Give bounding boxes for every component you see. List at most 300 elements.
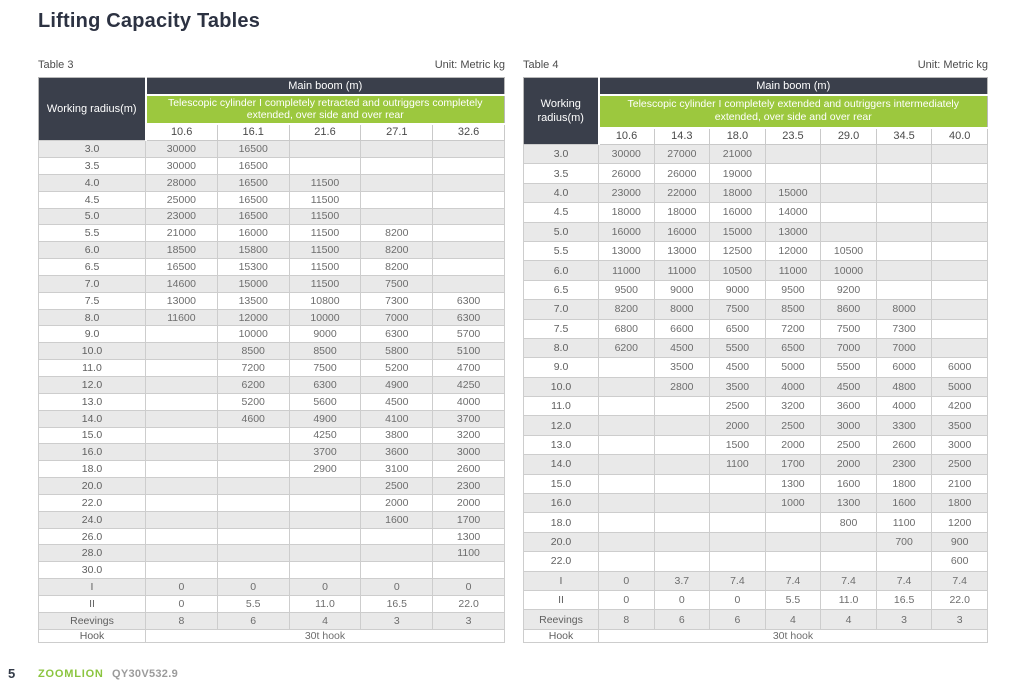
capacity-cell: [654, 532, 710, 551]
capacity-cell: 3200: [765, 397, 821, 416]
capacity-cell: 3600: [361, 444, 433, 461]
capacity-cell: 11500: [289, 225, 361, 242]
capacity-cell: 7.4: [710, 571, 766, 590]
table-row: [524, 338, 988, 357]
page-number: 5: [8, 666, 16, 681]
capacity-cell: [599, 552, 655, 571]
capacity-cell: [433, 191, 505, 208]
radius-label: 9.0: [39, 326, 146, 343]
radius-label: 30.0: [39, 562, 146, 579]
capacity-cell: 7300: [361, 292, 433, 309]
radius-label: II: [39, 595, 146, 612]
capacity-cell: 5000: [932, 377, 988, 396]
radius-label: Reevings: [524, 610, 599, 630]
capacity-cell: 2600: [876, 435, 932, 454]
capacity-cell: [146, 494, 218, 511]
capacity-cell: 16500: [217, 208, 289, 225]
capacity-cell: 3.7: [654, 571, 710, 590]
capacity-cell: [821, 532, 877, 551]
capacity-cell: 7500: [289, 360, 361, 377]
radius-label: 4.5: [524, 203, 599, 222]
capacity-cell: [361, 141, 433, 158]
table-row: [39, 208, 505, 225]
capacity-cell: 900: [932, 532, 988, 551]
capacity-cell: [821, 183, 877, 202]
capacity-cell: 0: [654, 590, 710, 609]
capacity-cell: [289, 141, 361, 158]
capacity-cell: 11500: [289, 191, 361, 208]
boom-length-value: 14.3: [654, 128, 710, 145]
table-row: [524, 164, 988, 183]
capacity-cell: 16000: [599, 222, 655, 241]
table-row: [524, 397, 988, 416]
table-row: [39, 191, 505, 208]
capacity-cell: [217, 461, 289, 478]
radius-label: 14.0: [39, 410, 146, 427]
boom-length-value: 32.6: [433, 124, 505, 141]
capacity-cell: [361, 562, 433, 579]
capacity-cell: 3000: [821, 416, 877, 435]
capacity-cell: [710, 513, 766, 532]
capacity-cell: [433, 174, 505, 191]
capacity-cell: 4200: [932, 397, 988, 416]
capacity-cell: 15000: [217, 275, 289, 292]
table-row: [39, 141, 505, 158]
capacity-cell: 13000: [765, 222, 821, 241]
capacity-cell: [932, 338, 988, 357]
capacity-cell: 10000: [821, 261, 877, 280]
capacity-cell: [932, 222, 988, 241]
brand-logo: ZOOMLION: [38, 668, 104, 680]
unit-label: Unit: Metric kg: [917, 59, 988, 71]
radius-label: 7.5: [39, 292, 146, 309]
capacity-cell: [146, 562, 218, 579]
capacity-cell: [654, 513, 710, 532]
capacity-cell: 28000: [146, 174, 218, 191]
capacity-cell: [599, 474, 655, 493]
model-number: QY30V532.9: [112, 668, 178, 680]
table-row: [524, 145, 988, 164]
table-row: [524, 416, 988, 435]
capacity-cell: 2500: [710, 397, 766, 416]
capacity-cell: [217, 562, 289, 579]
page-footer: [0, 666, 1024, 686]
capacity-cell: 5200: [361, 360, 433, 377]
capacity-cell: 5700: [433, 326, 505, 343]
capacity-cell: 1600: [876, 494, 932, 513]
capacity-cell: 16000: [217, 225, 289, 242]
capacity-cell: 26000: [654, 164, 710, 183]
capacity-cell: 700: [876, 532, 932, 551]
capacity-cell: 9000: [710, 280, 766, 299]
capacity-cell: [765, 164, 821, 183]
capacity-cell: 5500: [710, 338, 766, 357]
radius-label: 4.5: [39, 191, 146, 208]
boom-length-value: 10.6: [146, 124, 218, 141]
working-radius-header: Working radius(m): [39, 78, 146, 141]
table-row: [39, 158, 505, 175]
capacity-cell: [217, 444, 289, 461]
capacity-cell: [433, 141, 505, 158]
capacity-cell: 11.0: [821, 590, 877, 609]
capacity-cell: 1300: [821, 494, 877, 513]
table-row: [39, 461, 505, 478]
capacity-cell: [654, 474, 710, 493]
table-row: [524, 435, 988, 454]
table-row: [39, 427, 505, 444]
capacity-cell: 6200: [599, 338, 655, 357]
capacity-cell: 1100: [433, 545, 505, 562]
capacity-cell: 1600: [821, 474, 877, 493]
capacity-cell: 6000: [932, 358, 988, 377]
table-row: [524, 319, 988, 338]
capacity-cell: [932, 145, 988, 164]
capacity-cell: 3500: [710, 377, 766, 396]
capacity-cell: [876, 145, 932, 164]
capacity-cell: [876, 552, 932, 571]
capacity-cell: 16500: [217, 158, 289, 175]
boom-length-value: 10.6: [599, 128, 655, 145]
capacity-cell: 7.4: [821, 571, 877, 590]
boom-length-value: 29.0: [821, 128, 877, 145]
capacity-cell: 2000: [433, 494, 505, 511]
capacity-cell: 18000: [599, 203, 655, 222]
capacity-cell: 600: [932, 552, 988, 571]
table-row: [524, 241, 988, 260]
capacity-cell: 11500: [289, 208, 361, 225]
radius-label: 18.0: [39, 461, 146, 478]
capacity-cell: 21000: [710, 145, 766, 164]
capacity-cell: 2000: [765, 435, 821, 454]
capacity-cell: 4500: [710, 358, 766, 377]
boom-length-value: 23.5: [765, 128, 821, 145]
hook-row: [524, 630, 988, 643]
table-4-section: [523, 56, 988, 643]
table-row: [39, 259, 505, 276]
capacity-cell: 0: [289, 579, 361, 596]
capacity-cell: [146, 360, 218, 377]
capacity-cell: 4: [289, 612, 361, 629]
capacity-cell: [289, 545, 361, 562]
capacity-cell: 11500: [289, 174, 361, 191]
capacity-cell: [433, 562, 505, 579]
capacity-cell: 0: [433, 579, 505, 596]
table-row: [524, 222, 988, 241]
capacity-cell: [876, 222, 932, 241]
capacity-cell: [599, 455, 655, 474]
capacity-cell: 3100: [361, 461, 433, 478]
capacity-cell: [433, 275, 505, 292]
radius-label: 6.0: [524, 261, 599, 280]
radius-label: I: [39, 579, 146, 596]
radius-label: 3.5: [524, 164, 599, 183]
table-row: [39, 511, 505, 528]
capacity-cell: 6000: [876, 358, 932, 377]
table-row: [39, 444, 505, 461]
radius-label: 9.0: [524, 358, 599, 377]
table-row: [39, 579, 505, 596]
capacity-cell: [217, 494, 289, 511]
radius-label: 6.0: [39, 242, 146, 259]
capacity-cell: 4250: [433, 377, 505, 394]
capacity-cell: 14600: [146, 275, 218, 292]
capacity-cell: 11500: [289, 275, 361, 292]
radius-label: 3.0: [524, 145, 599, 164]
capacity-cell: 2300: [433, 478, 505, 495]
capacity-cell: 6: [654, 610, 710, 630]
capacity-cell: 3: [361, 612, 433, 629]
radius-label: 28.0: [39, 545, 146, 562]
table-row: [524, 455, 988, 474]
capacity-cell: 7.4: [876, 571, 932, 590]
capacity-cell: 1700: [433, 511, 505, 528]
capacity-cell: [599, 513, 655, 532]
capacity-cell: 16500: [217, 191, 289, 208]
capacity-cell: [217, 528, 289, 545]
capacity-cell: 7.4: [765, 571, 821, 590]
capacity-cell: 10000: [217, 326, 289, 343]
hook-value: 30t hook: [146, 630, 505, 643]
capacity-cell: 4900: [289, 410, 361, 427]
table-row: [39, 393, 505, 410]
capacity-cell: 11500: [289, 242, 361, 259]
capacity-cell: 7500: [821, 319, 877, 338]
lifting-capacity-table-4: [523, 77, 988, 643]
capacity-cell: 5.5: [217, 595, 289, 612]
capacity-cell: 22.0: [932, 590, 988, 609]
radius-label: 7.5: [524, 319, 599, 338]
capacity-cell: 8600: [821, 300, 877, 319]
capacity-cell: 0: [146, 595, 218, 612]
capacity-cell: 3: [932, 610, 988, 630]
capacity-cell: 22.0: [433, 595, 505, 612]
table-row: [39, 275, 505, 292]
capacity-cell: [821, 222, 877, 241]
capacity-cell: 23000: [146, 208, 218, 225]
capacity-cell: 9000: [654, 280, 710, 299]
radius-label: 20.0: [39, 478, 146, 495]
capacity-cell: [433, 242, 505, 259]
boom-length-value: 34.5: [876, 128, 932, 145]
capacity-cell: 5500: [821, 358, 877, 377]
table-row: [524, 300, 988, 319]
table-row: [39, 343, 505, 360]
capacity-cell: 4500: [361, 393, 433, 410]
capacity-cell: 4500: [654, 338, 710, 357]
capacity-cell: 4250: [289, 427, 361, 444]
capacity-cell: 2900: [289, 461, 361, 478]
capacity-cell: 2800: [654, 377, 710, 396]
capacity-cell: [821, 145, 877, 164]
capacity-cell: [932, 300, 988, 319]
capacity-cell: 2000: [821, 455, 877, 474]
capacity-cell: [289, 562, 361, 579]
table-row: [39, 595, 505, 612]
radius-label: 26.0: [39, 528, 146, 545]
capacity-rows: [524, 145, 988, 630]
radius-label: 15.0: [39, 427, 146, 444]
capacity-cell: [146, 326, 218, 343]
capacity-cell: [932, 164, 988, 183]
capacity-cell: 5000: [765, 358, 821, 377]
radius-label: 8.0: [39, 309, 146, 326]
capacity-cell: 16000: [710, 203, 766, 222]
capacity-cell: 3200: [433, 427, 505, 444]
capacity-cell: 6200: [217, 377, 289, 394]
capacity-cell: 3: [433, 612, 505, 629]
boom-condition-header: Telescopic cylinder I completely extended and outriggers intermediately extended, over side and over rear: [599, 95, 988, 128]
capacity-cell: 2500: [765, 416, 821, 435]
table-row: [39, 309, 505, 326]
boom-length-value: 21.6: [289, 124, 361, 141]
capacity-cell: 8200: [599, 300, 655, 319]
capacity-cell: [932, 261, 988, 280]
capacity-cell: 6: [217, 612, 289, 629]
capacity-cell: 4: [765, 610, 821, 630]
table-row: [39, 360, 505, 377]
capacity-cell: [146, 511, 218, 528]
capacity-cell: [876, 280, 932, 299]
capacity-cell: 6500: [710, 319, 766, 338]
table-row: [524, 377, 988, 396]
capacity-cell: 5.5: [765, 590, 821, 609]
capacity-cell: [932, 183, 988, 202]
radius-label: 6.5: [524, 280, 599, 299]
table-row: [39, 528, 505, 545]
capacity-cell: [361, 528, 433, 545]
capacity-cell: 5600: [289, 393, 361, 410]
capacity-cell: [289, 494, 361, 511]
capacity-cell: 1600: [361, 511, 433, 528]
capacity-cell: 11600: [146, 309, 218, 326]
table-row: [524, 183, 988, 202]
radius-label: 5.0: [524, 222, 599, 241]
capacity-cell: 800: [821, 513, 877, 532]
table-row: [524, 532, 988, 551]
capacity-cell: 3000: [433, 444, 505, 461]
capacity-cell: [654, 397, 710, 416]
capacity-cell: [932, 319, 988, 338]
capacity-cell: [361, 545, 433, 562]
capacity-cell: 15300: [217, 259, 289, 276]
radius-label: 15.0: [524, 474, 599, 493]
capacity-cell: 27000: [654, 145, 710, 164]
lifting-capacity-table-3: [38, 77, 505, 643]
capacity-cell: 5800: [361, 343, 433, 360]
capacity-cell: [710, 474, 766, 493]
capacity-cell: [361, 191, 433, 208]
capacity-cell: [433, 208, 505, 225]
capacity-cell: 11.0: [289, 595, 361, 612]
radius-label: 4.0: [39, 174, 146, 191]
capacity-cell: 8500: [289, 343, 361, 360]
capacity-cell: 16500: [217, 141, 289, 158]
table-row: [39, 410, 505, 427]
capacity-cell: 4500: [821, 377, 877, 396]
page-title: Lifting Capacity Tables: [38, 10, 261, 32]
capacity-cell: [289, 158, 361, 175]
capacity-cell: 13000: [599, 241, 655, 260]
radius-label: 7.0: [39, 275, 146, 292]
capacity-cell: [876, 164, 932, 183]
table-row: [524, 261, 988, 280]
capacity-cell: [146, 410, 218, 427]
main-boom-header: Main boom (m): [599, 78, 988, 95]
capacity-cell: [217, 478, 289, 495]
capacity-cell: 13000: [146, 292, 218, 309]
radius-label: 10.0: [524, 377, 599, 396]
capacity-cell: 8000: [654, 300, 710, 319]
capacity-cell: 15000: [765, 183, 821, 202]
capacity-cell: 1300: [433, 528, 505, 545]
capacity-cell: 30000: [599, 145, 655, 164]
radius-label: I: [524, 571, 599, 590]
boom-length-value: 27.1: [361, 124, 433, 141]
capacity-cell: 5200: [217, 393, 289, 410]
table-row: [524, 590, 988, 609]
table-3-caption: [38, 56, 505, 71]
capacity-cell: 3300: [876, 416, 932, 435]
capacity-cell: 9200: [821, 280, 877, 299]
capacity-cell: 0: [599, 590, 655, 609]
boom-length-value: 18.0: [710, 128, 766, 145]
table-row: [524, 494, 988, 513]
capacity-cell: [217, 545, 289, 562]
capacity-cell: 16.5: [361, 595, 433, 612]
radius-label: 11.0: [39, 360, 146, 377]
capacity-cell: 6600: [654, 319, 710, 338]
table-row: [39, 242, 505, 259]
table-row: [39, 174, 505, 191]
hook-value: 30t hook: [599, 630, 988, 643]
capacity-cell: 3800: [361, 427, 433, 444]
capacity-cell: 0: [217, 579, 289, 596]
capacity-cell: 19000: [710, 164, 766, 183]
table-row: [39, 478, 505, 495]
capacity-cell: [433, 158, 505, 175]
radius-label: 16.0: [524, 494, 599, 513]
table-row: [524, 610, 988, 630]
capacity-cell: 23000: [599, 183, 655, 202]
capacity-cell: 11000: [765, 261, 821, 280]
capacity-cell: 6300: [289, 377, 361, 394]
radius-label: 5.5: [524, 241, 599, 260]
capacity-cell: 12500: [710, 241, 766, 260]
capacity-cell: 13000: [654, 241, 710, 260]
capacity-cell: 0: [710, 590, 766, 609]
capacity-cell: [146, 478, 218, 495]
capacity-cell: [599, 358, 655, 377]
capacity-cell: 4000: [765, 377, 821, 396]
radius-label: 16.0: [39, 444, 146, 461]
capacity-cell: 25000: [146, 191, 218, 208]
capacity-cell: 26000: [599, 164, 655, 183]
capacity-cell: [821, 203, 877, 222]
capacity-cell: 4700: [433, 360, 505, 377]
radius-label: 12.0: [524, 416, 599, 435]
radius-label: 24.0: [39, 511, 146, 528]
capacity-cell: [932, 203, 988, 222]
capacity-cell: [217, 427, 289, 444]
capacity-cell: [876, 203, 932, 222]
capacity-cell: 1500: [710, 435, 766, 454]
capacity-cell: 10800: [289, 292, 361, 309]
table-4-caption: [523, 56, 988, 71]
table-row: [524, 280, 988, 299]
capacity-cell: 7200: [765, 319, 821, 338]
capacity-cell: [146, 461, 218, 478]
capacity-cell: 30000: [146, 158, 218, 175]
